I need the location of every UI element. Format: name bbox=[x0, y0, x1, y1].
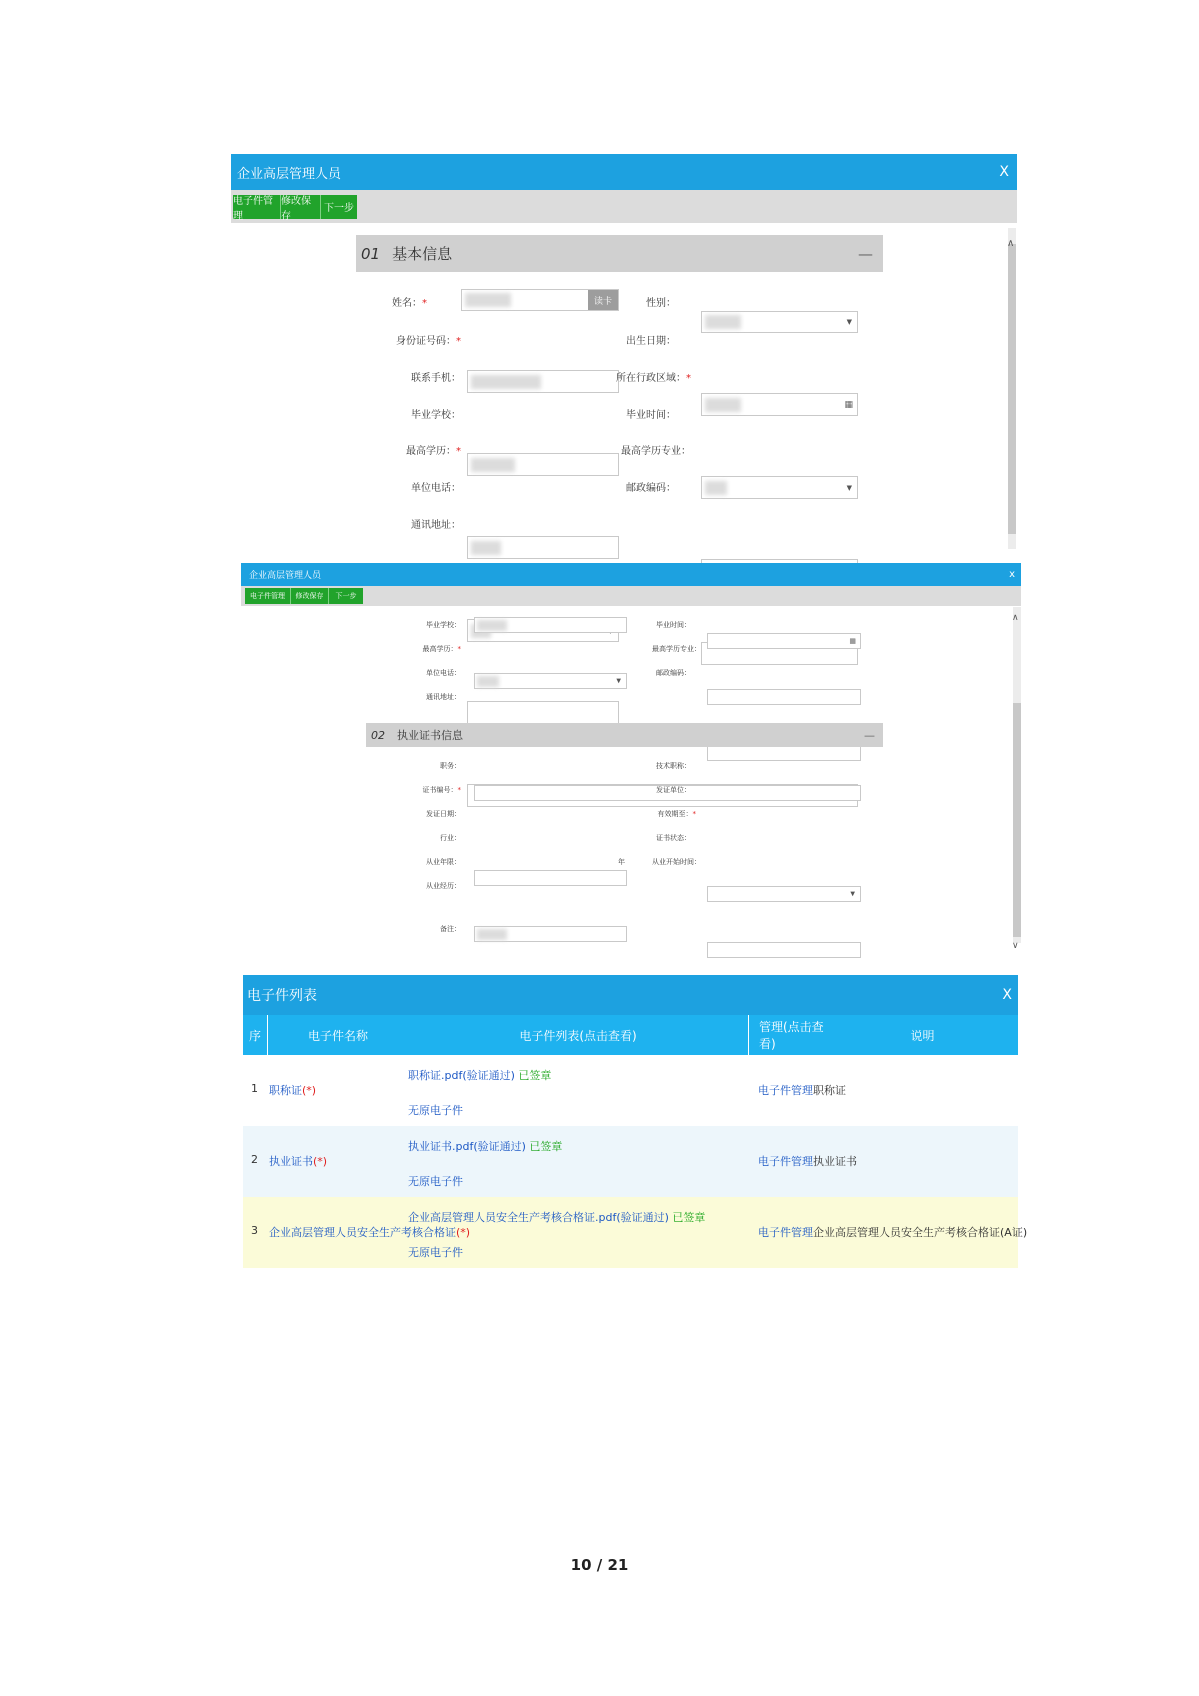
row-manage-link[interactable]: 电子件管理 bbox=[758, 1084, 813, 1097]
chevron-down-icon: ▼ bbox=[616, 677, 621, 685]
read-card-button[interactable]: 读卡 bbox=[588, 290, 618, 310]
gender-select[interactable] bbox=[701, 311, 858, 333]
row-file-link[interactable]: 企业高层管理人员安全生产考核合格证.pdf(验证通过) 已签章 bbox=[408, 1211, 706, 1224]
major-input[interactable] bbox=[707, 689, 861, 705]
row-file-link[interactable]: 职称证.pdf(验证通过) 已签章 bbox=[408, 1069, 552, 1082]
section-title: 基本信息 bbox=[392, 245, 453, 263]
save-button[interactable]: 修改保存 bbox=[281, 195, 321, 219]
row-desc: 职称证 bbox=[813, 1084, 846, 1097]
section-cert-info-header[interactable] bbox=[366, 723, 883, 747]
issuer-input[interactable] bbox=[707, 942, 861, 958]
row-desc: 执业证书 bbox=[813, 1155, 857, 1168]
scroll-up-icon[interactable]: ∧ bbox=[1007, 238, 1015, 249]
education-label: 最高学历：* bbox=[406, 446, 461, 457]
address-label: 通讯地址： bbox=[426, 693, 461, 701]
cert-no-input[interactable] bbox=[474, 926, 627, 942]
grad-time-input[interactable] bbox=[707, 633, 861, 649]
window-1-title: 企业高层管理人员 bbox=[237, 166, 342, 182]
col-seq: 序 bbox=[243, 1015, 268, 1055]
row-seq: 1 bbox=[251, 1082, 258, 1095]
signed-badge: 已签章 bbox=[529, 1140, 563, 1153]
experience-label: 从业经历： bbox=[426, 882, 461, 890]
window-2-scrollbar[interactable] bbox=[1013, 607, 1021, 943]
row-no-original[interactable]: 无原电子件 bbox=[408, 1175, 463, 1188]
address-label: 通讯地址： bbox=[411, 520, 461, 531]
next-step-button[interactable]: 下一步 bbox=[329, 588, 363, 604]
row-no-original[interactable]: 无原电子件 bbox=[408, 1246, 463, 1259]
cert-no-label: 证书编号：* bbox=[422, 786, 461, 794]
row-seq: 2 bbox=[251, 1153, 258, 1166]
duty-label: 职务： bbox=[440, 762, 461, 770]
section-basic-info-header[interactable] bbox=[356, 235, 883, 272]
col-manage: 管理(点击查看) bbox=[759, 1020, 824, 1051]
unit-phone-label: 单位电话： bbox=[426, 669, 461, 677]
row-no-original[interactable]: 无原电子件 bbox=[408, 1104, 463, 1117]
row-desc: 企业高层管理人员安全生产考核合格证(A证) bbox=[813, 1226, 1028, 1239]
save-button[interactable]: 修改保存 bbox=[291, 588, 329, 604]
phone-label: 联系手机： bbox=[411, 373, 461, 384]
valid-until-label: 有效期至：* bbox=[657, 810, 696, 818]
school-label: 毕业学校： bbox=[426, 621, 461, 629]
phone-input[interactable] bbox=[467, 453, 619, 476]
row-name[interactable]: 职称证(*) bbox=[269, 1084, 317, 1097]
row-file-link[interactable]: 执业证书.pdf(验证通过) 已签章 bbox=[408, 1140, 563, 1153]
collapse-icon[interactable]: — bbox=[858, 244, 873, 263]
school-input[interactable] bbox=[467, 536, 619, 559]
next-step-button[interactable]: 下一步 bbox=[321, 195, 357, 219]
unit-phone-label: 单位电话： bbox=[411, 483, 461, 494]
tech-title-label: 技术职称： bbox=[656, 762, 691, 770]
row-manage-link[interactable]: 电子件管理 bbox=[758, 1226, 813, 1239]
grad-time-label: 毕业时间： bbox=[656, 621, 691, 629]
efile-manage-button[interactable]: 电子件管理 bbox=[245, 588, 291, 604]
chevron-down-icon: ▼ bbox=[846, 483, 852, 492]
name-input[interactable] bbox=[461, 289, 619, 311]
collapse-icon[interactable]: — bbox=[864, 728, 875, 742]
row-name[interactable]: 企业高层管理人员安全生产考核合格证(*) bbox=[269, 1226, 471, 1239]
name-label: 姓名：* bbox=[392, 298, 427, 309]
signed-badge: 已签章 bbox=[672, 1211, 706, 1224]
section-number: 02 bbox=[371, 729, 385, 742]
chevron-down-icon: ▼ bbox=[850, 890, 855, 898]
calendar-icon[interactable]: ▦ bbox=[844, 399, 853, 410]
window-1-scrollbar[interactable] bbox=[1008, 228, 1016, 549]
col-files: 电子件列表(点击查看) bbox=[408, 1015, 749, 1055]
window-1-title-bar bbox=[231, 154, 1017, 190]
chevron-down-icon: ▼ bbox=[846, 318, 852, 326]
efile-manage-button[interactable]: 电子件管理 bbox=[233, 195, 281, 219]
industry-label: 行业： bbox=[440, 834, 461, 842]
years-unit: 年 bbox=[618, 858, 625, 866]
id-number-input[interactable] bbox=[467, 370, 619, 393]
col-name: 电子件名称 bbox=[307, 1028, 368, 1043]
postcode-input[interactable] bbox=[707, 745, 861, 761]
birth-date-label: 出生日期： bbox=[626, 336, 676, 347]
section-number: 01 bbox=[361, 245, 381, 263]
issue-date-label: 发证日期： bbox=[426, 810, 461, 818]
row-manage-link[interactable]: 电子件管理 bbox=[758, 1155, 813, 1168]
grad-time-label: 毕业时间： bbox=[626, 410, 676, 421]
close-icon[interactable]: x bbox=[1009, 569, 1015, 580]
postcode-label: 邮政编码： bbox=[626, 483, 676, 494]
scroll-thumb[interactable] bbox=[1013, 703, 1021, 937]
gender-label: 性别： bbox=[646, 298, 676, 309]
major-label: 最高学历专业： bbox=[621, 446, 691, 457]
section-title: 执业证书信息 bbox=[397, 729, 463, 742]
row-name[interactable]: 执业证书(*) bbox=[269, 1155, 328, 1168]
table-row bbox=[243, 1126, 1018, 1197]
window-1-toolbar bbox=[231, 190, 1017, 223]
region-select[interactable] bbox=[701, 476, 858, 499]
scroll-down-icon[interactable]: ∨ bbox=[1012, 941, 1019, 951]
scroll-up-icon[interactable]: ∧ bbox=[1012, 613, 1019, 623]
close-icon[interactable]: X bbox=[1002, 987, 1012, 1003]
window-1 bbox=[231, 154, 1017, 549]
window-2-toolbar bbox=[241, 586, 1021, 606]
table-row bbox=[243, 1197, 1028, 1268]
tech-title-select[interactable] bbox=[707, 886, 861, 902]
years-label: 从业年限： bbox=[426, 858, 461, 866]
efile-title-bar bbox=[243, 975, 1018, 1015]
window-2-title-bar bbox=[241, 563, 1021, 586]
close-icon[interactable]: X bbox=[999, 164, 1009, 180]
efile-table-header bbox=[243, 1015, 1018, 1055]
school-input[interactable] bbox=[474, 617, 627, 633]
cert-status-label: 证书状态： bbox=[656, 834, 691, 842]
major-label: 最高学历专业： bbox=[652, 645, 701, 653]
duty-input[interactable] bbox=[474, 870, 627, 886]
col-desc: 说明 bbox=[910, 1028, 935, 1043]
id-number-label: 身份证号码：* bbox=[396, 336, 461, 347]
region-label: 所在行政区域：* bbox=[616, 373, 691, 384]
school-label: 毕业学校： bbox=[411, 410, 461, 421]
birth-date-input[interactable] bbox=[701, 393, 858, 416]
issuer-label: 发证单位： bbox=[656, 786, 691, 794]
table-row bbox=[243, 1055, 1018, 1126]
remark-label: 备注： bbox=[440, 925, 461, 933]
start-time-label: 从业开始时间： bbox=[652, 858, 701, 866]
signed-badge: 已签章 bbox=[518, 1069, 552, 1082]
window-2 bbox=[241, 563, 1021, 958]
window-2-title: 企业高层管理人员 bbox=[249, 571, 322, 581]
row-seq: 3 bbox=[251, 1224, 258, 1237]
efile-title: 电子件列表 bbox=[247, 988, 317, 1004]
education-select[interactable] bbox=[474, 673, 627, 689]
page-number: 10 / 21 bbox=[570, 1556, 629, 1574]
calendar-icon[interactable]: ▦ bbox=[849, 637, 856, 645]
scroll-thumb[interactable] bbox=[1008, 244, 1016, 534]
postcode-label: 邮政编码： bbox=[656, 669, 691, 677]
education-label: 最高学历：* bbox=[422, 645, 461, 653]
